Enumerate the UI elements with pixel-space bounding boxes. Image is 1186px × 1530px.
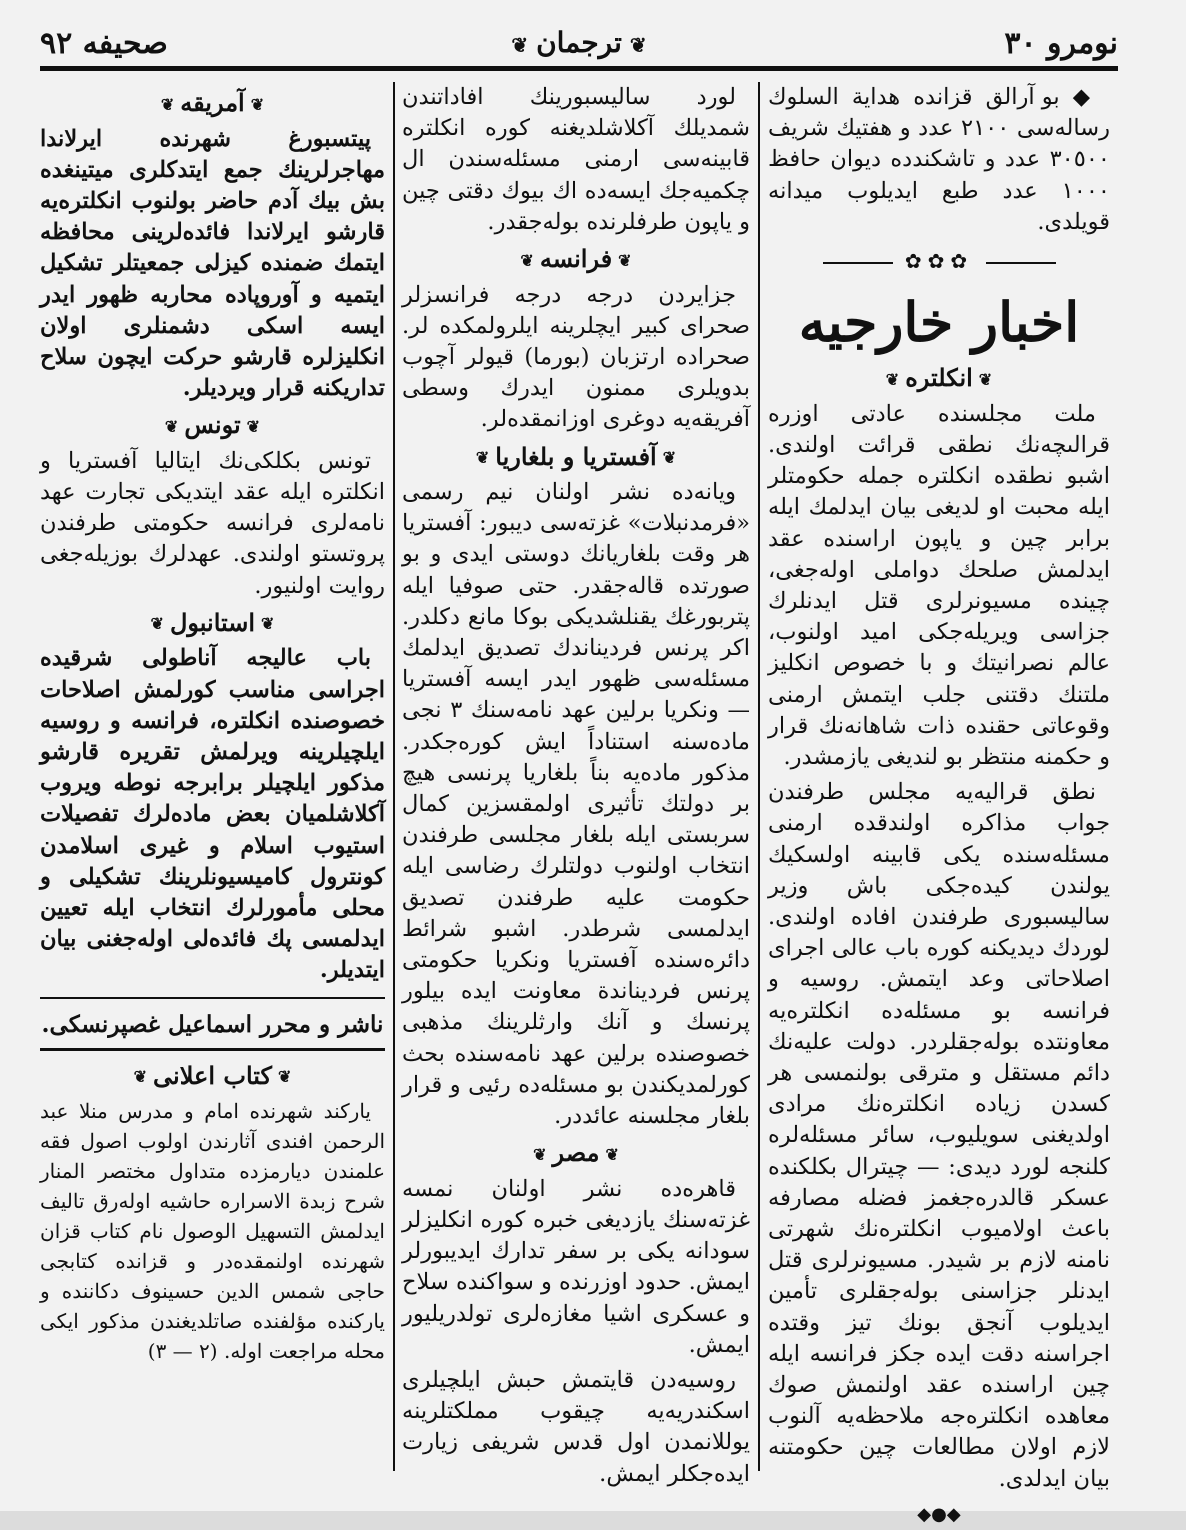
heading-america: ❦آمريقه❦ <box>160 88 265 117</box>
ornament-icon: ❦ <box>629 33 647 57</box>
heading-egypt: ❦مصر❦ <box>533 1138 619 1168</box>
heading-france: ❦فرانسه❦ <box>520 244 632 274</box>
book-note: (٢ — ٣) <box>147 1339 218 1364</box>
austria-paragraph: ويانه‌ده نشر اولنان نيم رسمى «فرمدنبلات» غزته‌سى ديبور: آفستريا هر وقت بلغاريانك دوستى ايدى و بو صورتده قاله‌جقدر. حتى صوفيا ايله پتربورغك يقنلشديكى بوكا مانع دكلدر. اكر پرنس فرديناندك تصديق ايدلمك مسئله‌سى ظهور ايدر ايسه آفستريا — ونكريا برلين عهد نامه‌سنك ٣ نجى ماده‌سنه استناداً ايش كوره‌جكدر. مذكور ماده‌يه بناً بلغاريا پرنسى هيچ بر دولتك تأثيرى اولمقسزين كمال سربستى ايله بلغار مجلسى طرفندن انتخاب اولنوب دولتلرك رضاسى ايله حكومت عليه طرفندن تصديق ايدلمسى شرطدر. اشبو شرائط دائره‌سنده آفستريا ونكريا حكومتى پرنس فرديناندة معاونت ايده بيلور پرنسك و آنك وارثلرينك مذهبى خصوصنده برلين عهد نامه‌سنده بحث كورلمديكندن بو مسئله‌ده رئيى و قرار بلغار مجلسنه عائددر. <box>402 479 750 1130</box>
header-rule <box>40 66 1118 71</box>
england-paragraph-2: نطق قراليه‌يه مجلس طرفندن جواب مذاكره اولندقده ارمنى مسئله‌سنده يكى قابينه اولسكيك يولندن كيده‌جكى باش وزير ساليسبورى طرفندن افاده اولندى. لوردك ديديكنه كوره باب عالى اجراى اصلاحاتى وعد ايتمش. روسيه و فرانسه بو مسئله‌ده انكلتره‌يه معاونتده بوله‌جقلردر. دولت عليه‌نك دائم مستقل و مترقى بولنمسى هر كسدن زياده انكلتره‌نك مرادى اولديغنى سويليوب، سائر مسئله‌لره كلنجه لورد ديدى: — چيترال بكلكنده عسكر قالدره‌جغمز فضله مصارفه باعث اولاميوب انكلتره‌نك شهرتى نامنه لازم بر شيدر. مسيونرلرى قتل ايدنلر جزاسنى بوله‌جقلرى تأمين ايديلوب آنجق بونك تيز وقتده اجراسنه دقت ايده جكز فرانسه ايله چين ارا‌سنده عقد اولنمش صوك معاهده انكلتره‌جه ملاحظه‌يه آلنوب لازم اولان مطالعات چين حكومتنه بيان ايدلدى. <box>768 779 1110 1492</box>
america-paragraph: پيتسبورغ شهرنده ايرلاندا مهاجرلرينك جمع ايتدكلرى ميتينغده بش بيك آدم حاضر بولنوب انكلتره‌يه قارشو ايرلاندا فائده‌لرينى محافظه ايتمك ضمنده كيزلى جمعيتلر تشكيل ايتميه و آوروپاده محاربه ظهور ايدر ايسه اسكى دشمنلرى اولان انكليزلره قارشو حركت ايچون سلاح تداريكنه قرار ويرديلر. <box>40 125 385 402</box>
heading-istanbul: ❦استانبول❦ <box>150 607 275 637</box>
masthead-title <box>40 26 1118 59</box>
page-number: صحيفه ٩٢ <box>40 26 168 61</box>
end-ornament-icon: ◆●◆ <box>917 1503 961 1525</box>
heading-tunis: ❦تونس❦ <box>164 410 261 440</box>
page-header <box>40 22 1118 66</box>
ornament-icon: ❦ <box>511 33 529 57</box>
england-paragraph-1: ملت مجلسنده عادتى اوزره قرالىچه‌نك نطقى قرائت اولندى. اشبو نطقده انكلتره جمله حكومتلر ايله محبت او لديغى بيان ايدلمك ايله برابر چين و ياپون ارا‌سنده عقد ايدلمش صلحك دواملى اوله‌جغى، چينده مسيونرلرى قتل ايدنلرك جزاسى ويريله‌جكى اميد اولنوب، عالم نصرانيتك و با خصوص انكليز ملتنك دقتنى جلب ايتمش ارمنى وقوعاتى حقنده ذات شاهانه‌نك قرار و حكمنه منتظر بو لنديغى يازمشدر. <box>768 400 1110 770</box>
section-title-foreign-news: اخبار خارجيه <box>798 290 1080 355</box>
france-paragraph: جزايردن درجه درجه فرانسزلر صحراى كبير ايچلرينه ايلرولمكده لر. صحراده ارتزبان (بورما) قيولر آچوب بدويلرى ممنون ايدرك وسطى آفريقه‌يه دوغرى اوزانمقده‌لر. <box>402 281 750 433</box>
heading-austria-bulgaria: ❦آفستريا و بلغاريا❦ <box>475 441 677 471</box>
heading-england: ❦انكلتره❦ <box>885 363 993 393</box>
bullet-icon: ◆ <box>1059 84 1096 110</box>
tunis-paragraph: تونس بكلكى‌نك ايتاليا آفستريا و انكلتره ايله عقد ايتديكى تجارت عهد نامه‌لرى فرانسه حكومتى طرفندن پروتستو اولندى. عهدلرك بوزيله‌جغى روايت اولنيور. <box>40 447 385 599</box>
column-left <box>40 82 385 1471</box>
publisher-line: ناشر و محرر اسماعيل غصپرنسكى. <box>41 1010 384 1038</box>
divider <box>40 1048 385 1051</box>
column-rule <box>393 82 395 1471</box>
column-middle <box>402 82 750 1487</box>
heading-book-announcement: ❦كتاب اعلانى❦ <box>133 1060 292 1090</box>
masthead-text: ترجمان <box>536 26 622 59</box>
issue-number: نومرو ٣٠ <box>1004 26 1118 61</box>
egypt-paragraph-1: قاهره‌ده نشر اولنان نمسه غزته‌سنك يازديغى خبره كوره انكليزلر سودانه يكى بر سفر تدارك ايديبورلر ايمش. حدود اوزرنده و سواكنده سلاح و عسكرى اشيا مغازه‌لرى تولدريليور ايمش. <box>402 1175 750 1358</box>
egypt-paragraph-2: روسيه‌دن قايتمش حبش ايلچيلرى اسكندريه‌يه چيقوب مملكتلرينه يوللانمدن اول قدس شريفى زيارت ايده‌جكلر ايمش. <box>402 1367 750 1487</box>
intro-paragraph: ◆ بو آرالق قزانده هداية السلوك رساله‌سى ٢١٠٠ عدد و هفتيك شريف ٣٠٥٠٠ عدد و تاشكندده ديوان حافظ ١٠٠٠ عدد طبع ايديلوب ميدانه قويلدى. <box>768 84 1110 235</box>
column-rule <box>758 82 760 1471</box>
divider <box>40 997 385 999</box>
column-right <box>768 82 1110 1525</box>
book-announcement-paragraph: ياركند شهرنده امام و مدرس منلا عبد الرحمن افندى آثارندن اولوب اصول فقه علمندن ديارمزده متداول مختصر المنار شرح زبدة الاسراره حاشيه اوله‌رق تاليف ايدلمش التسهيل الوصول نام كتاب قزان شهرنده اولنمقده‌در و قزانده كتابجى حاجى شمس الدين حسينوف دكاننده و ياركنده مؤلفنده صاتلديغندن مذكور ايكى محله مراجعت اوله. (٢ — ٣) <box>40 1099 385 1364</box>
salisbury-paragraph: لورد ساليسبورينك افاداتندن شمديلك آكلاشلديغنه كوره انكلتره قابينه‌سى ارمنى مسئله‌سندن ال چكميه‌جك ايسه‌ده اك بيوك دقتى چين و ياپون طرفلرنده بوله‌جقدر. <box>402 84 750 235</box>
stars-divider: ✿✿✿ <box>768 246 1110 277</box>
istanbul-paragraph: باب عاليجه آناطولى شرقيده اجراسى مناسب كورلمش اصلاحات خصوصنده انكلتره، فرانسه و روسيه ايلچيلرينه ويرلمش تقريره قارشو مذكور ايلچيلر برابرجه نوطه ويروب آكلاشلميان بعض ماده‌لرك تفصيلات استيوب اسلام و غيرى اسلامدن كونترول كاميسيونلرينك تشكيلى و محلى مأمورلرك انتخاب ايله تعيين ايدلمسى پك فائده‌لى اوله‌جغنى بيان ايتديلر. <box>40 645 385 984</box>
